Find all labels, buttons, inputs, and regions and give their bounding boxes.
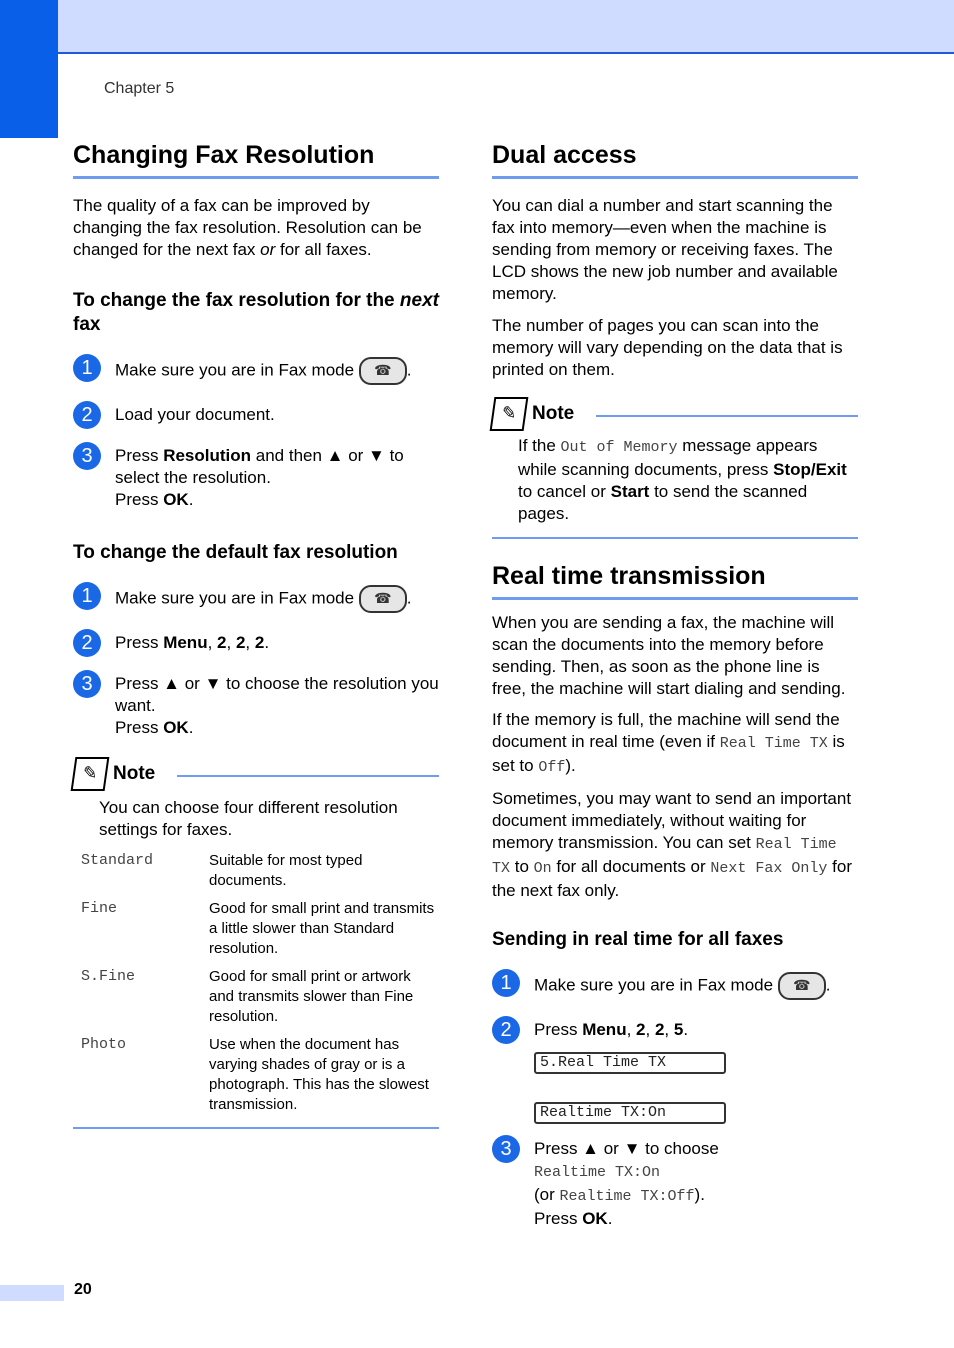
next-fax-heading: To change the fax resolution for the next fax bbox=[73, 290, 439, 335]
step-1: 1 Make sure you are in Fax mode ☎ . bbox=[492, 972, 858, 1000]
section-title: Dual access bbox=[492, 140, 858, 179]
section-title: Changing Fax Resolution bbox=[73, 140, 439, 179]
left-column bbox=[73, 140, 439, 1129]
step-3: 3 Press Resolution and then ▲ or ▼ to select the resolution. Press OK. bbox=[73, 445, 439, 511]
note-title: Note bbox=[113, 763, 156, 784]
step-1: 1 Make sure you are in Fax mode ☎ . bbox=[73, 585, 439, 613]
note-box bbox=[492, 397, 858, 539]
note-pencil-icon: ✎ bbox=[490, 397, 529, 431]
footer-bar bbox=[0, 1285, 64, 1301]
step-number: 3 bbox=[73, 670, 101, 698]
fax-mode-button-icon: ☎ bbox=[778, 972, 826, 1000]
page-number: 20 bbox=[74, 1281, 92, 1298]
table-row: Fine Good for small print and transmits a little slower than Standard resolution. bbox=[81, 900, 435, 957]
step-number: 2 bbox=[73, 629, 101, 657]
note-pencil-icon: ✎ bbox=[71, 757, 110, 791]
step-number: 3 bbox=[73, 442, 101, 470]
lcd-display: Realtime TX:On bbox=[534, 1102, 726, 1124]
chapter-tab bbox=[0, 0, 58, 138]
step-3: 3 Press ▲ or ▼ to choose Realtime TX:On (or Realtime TX:Off). Press OK. bbox=[492, 1138, 858, 1230]
intro-paragraph: The quality of a fax can be improved by changing the fax resolution. Resolution can be changed for the next fax or for all faxes. bbox=[73, 196, 422, 259]
real-time-paragraph-3: Sometimes, you may want to send an important document immediately, without waiting for memory transmission. You can set Real Time TX to On for all documents or Next Fax Only for the next fax only. bbox=[492, 789, 852, 900]
resolution-table bbox=[73, 851, 439, 1123]
real-time-paragraph-2: If the memory is full, the machine will send the document in real time (even if Real Time TX is set to Off). bbox=[492, 710, 845, 776]
step-1: 1 Make sure you are in Fax mode ☎ . bbox=[73, 357, 439, 385]
fax-mode-button-icon: ☎ bbox=[359, 357, 407, 385]
real-time-all-heading: Sending in real time for all faxes bbox=[492, 929, 784, 950]
chapter-label: Chapter 5 bbox=[104, 80, 175, 97]
note-text: If the Out of Memory message appears while scanning documents, press Stop/Exit to cancel or Start to send the scanned pages. bbox=[518, 436, 847, 523]
step-number: 1 bbox=[73, 354, 101, 382]
step-number: 2 bbox=[73, 401, 101, 429]
step-number: 3 bbox=[492, 1135, 520, 1163]
note-title: Note bbox=[532, 403, 575, 424]
step-2: 2 Press Menu, 2, 2, 5. 5.Real Time TX Realtime TX:On bbox=[492, 1019, 858, 1124]
step-3: 3 Press ▲ or ▼ to choose the resolution you want. Press OK. bbox=[73, 673, 439, 739]
section-title-real-time: Real time transmission bbox=[492, 561, 858, 600]
step-number: 2 bbox=[492, 1016, 520, 1044]
step-2: 2 Press Menu, 2, 2, 2. bbox=[73, 632, 439, 654]
header-bar bbox=[0, 0, 954, 54]
step-number: 1 bbox=[492, 969, 520, 997]
note-text: You can choose four different resolution settings for faxes. bbox=[99, 798, 398, 839]
dual-access-paragraph-2: The number of pages you can scan into the memory will vary depending on the data that is printed on them. bbox=[492, 316, 843, 379]
right-column bbox=[492, 140, 858, 1230]
real-time-paragraph-1: When you are sending a fax, the machine will scan the documents into the memory before sending. Then, as soon as the phone line is free, the machine will start dialing and sending. bbox=[492, 613, 846, 698]
fax-mode-button-icon: ☎ bbox=[359, 585, 407, 613]
table-row: S.Fine Good for small print or artwork and transmits slower than Fine resolution. bbox=[81, 968, 414, 1025]
dual-access-paragraph-1: You can dial a number and start scanning the fax into memory—even when the machine is sending from memory or receiving faxes. The LCD shows the new job number and available memory. bbox=[492, 196, 838, 303]
step-number: 1 bbox=[73, 582, 101, 610]
note-box bbox=[73, 757, 439, 1129]
step-2: 2 Load your document. bbox=[73, 404, 439, 426]
default-fax-heading: To change the default fax resolution bbox=[73, 542, 398, 563]
table-row: Standard Suitable for most typed documents. bbox=[81, 852, 363, 889]
lcd-display: 5.Real Time TX bbox=[534, 1052, 726, 1074]
table-row: Photo Use when the document has varying shades of gray or is a photograph. This has the slowest transmission. bbox=[81, 1036, 429, 1113]
